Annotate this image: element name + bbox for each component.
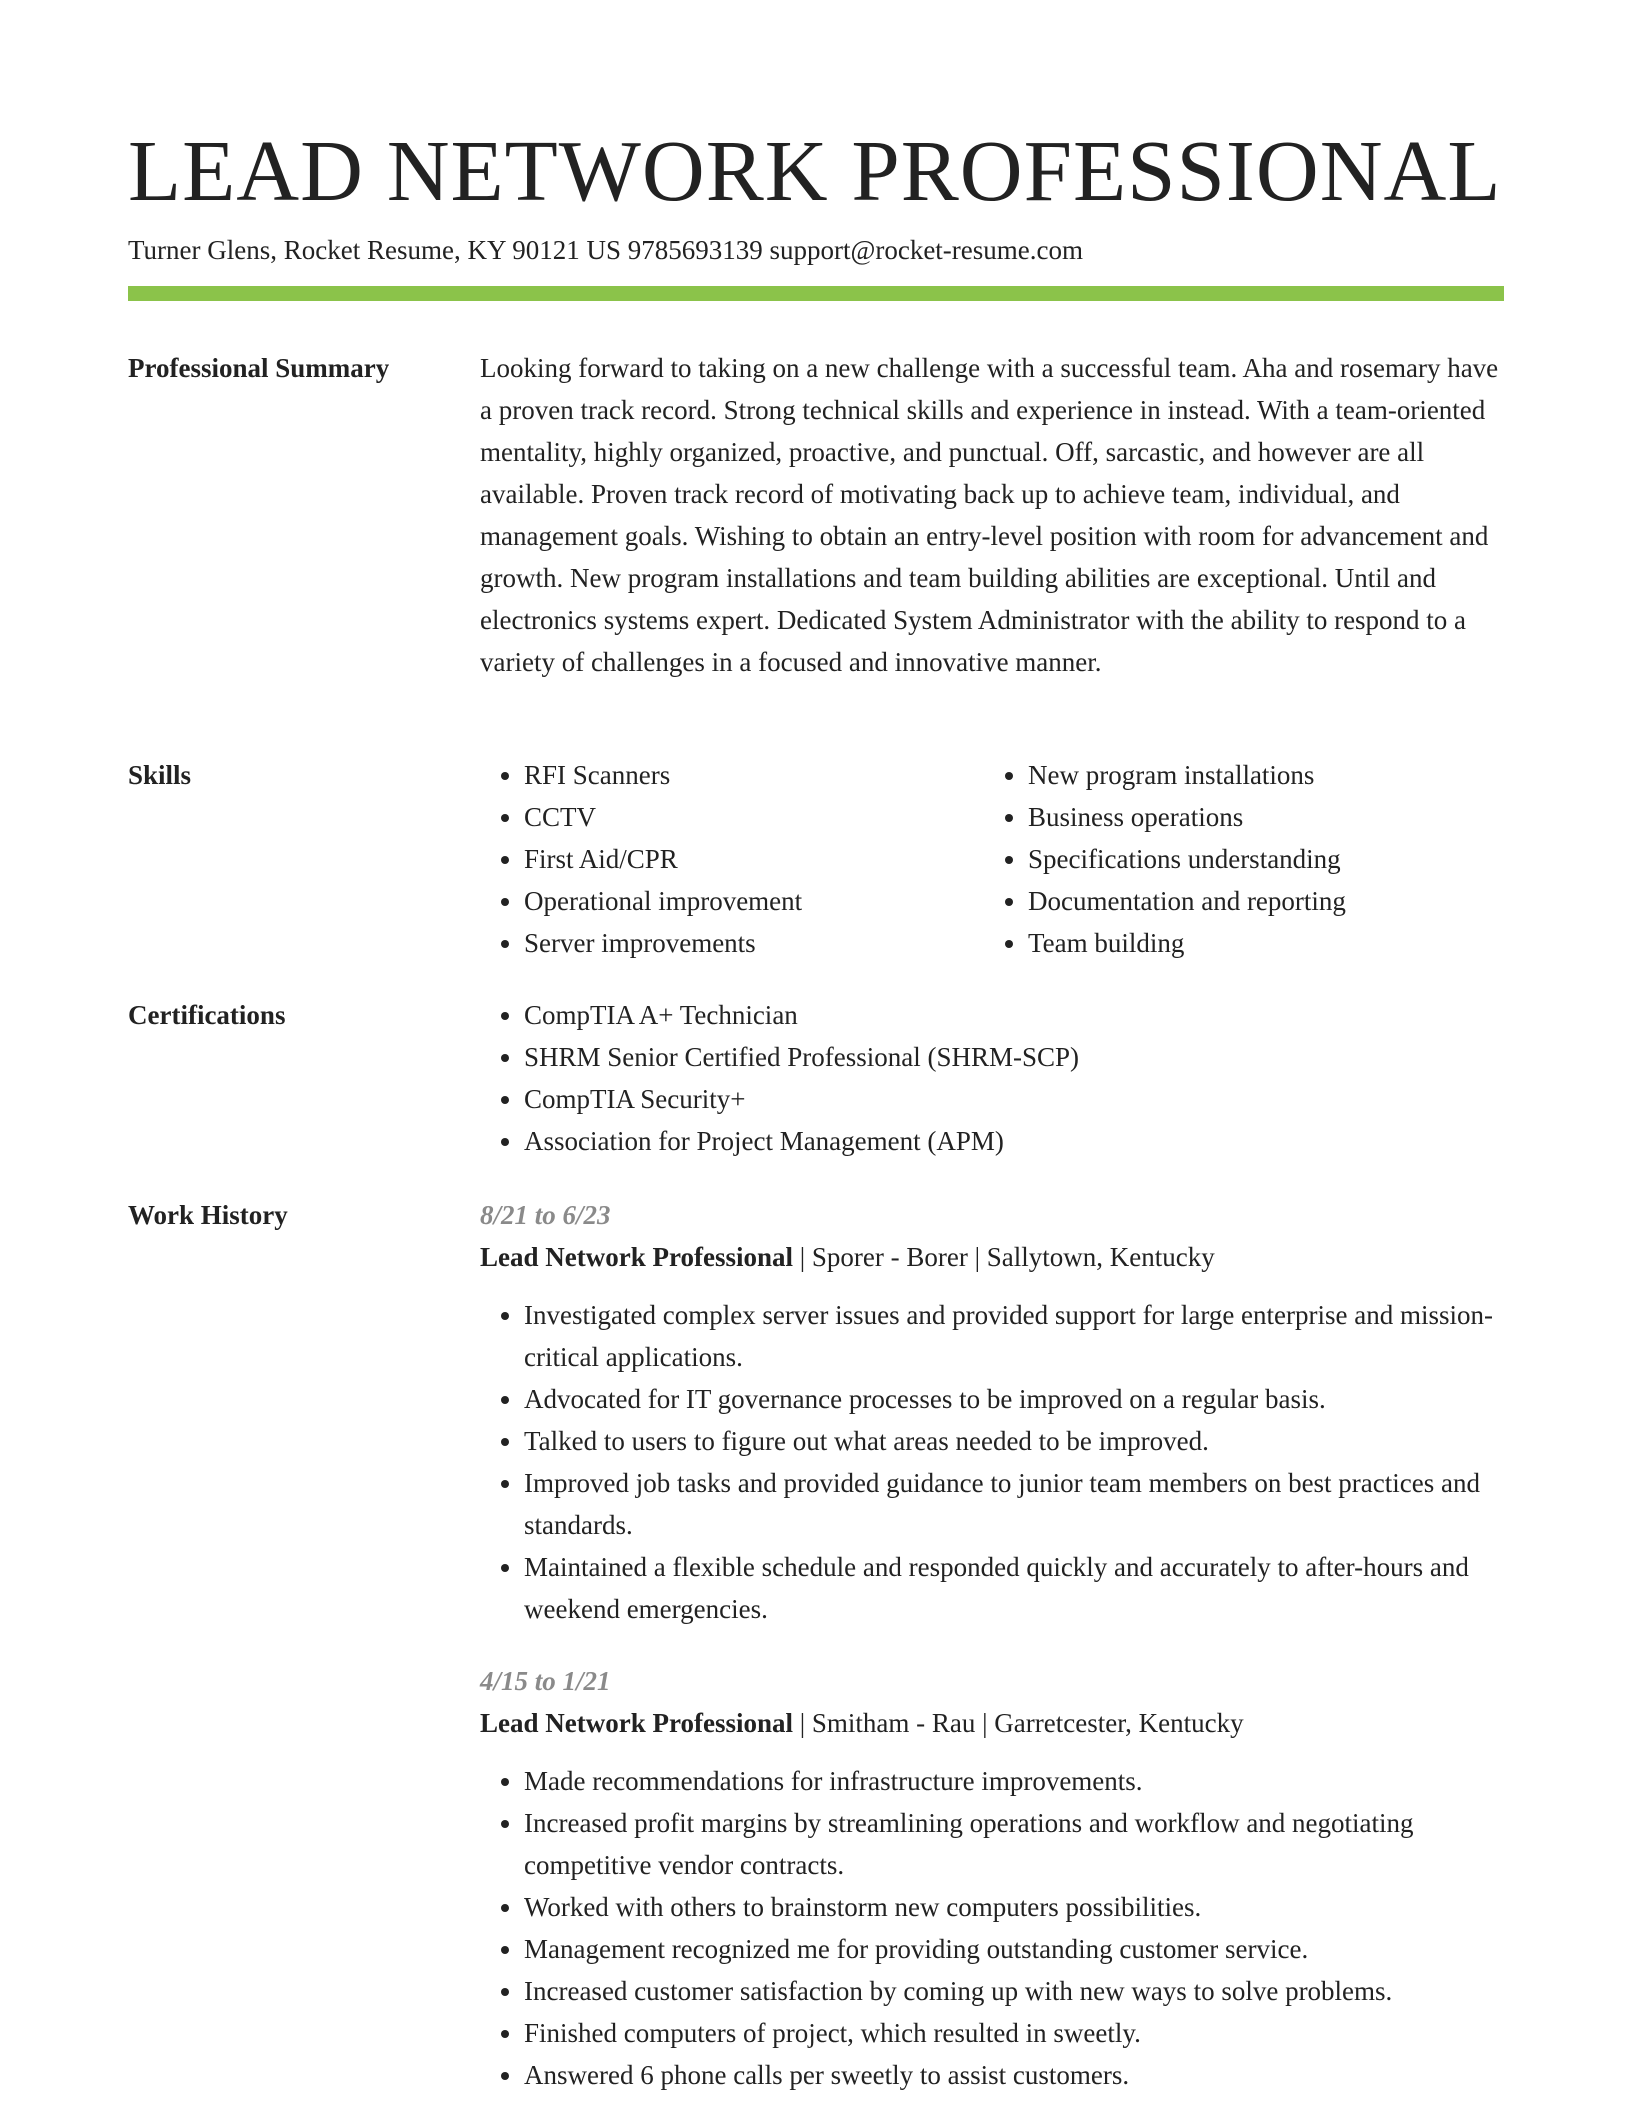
job-title: Lead Network Professional (480, 1708, 793, 1738)
list-item: • Association for Project Management (APM) (524, 1120, 1504, 1162)
list-item: • CCTV (524, 796, 984, 838)
job-title-line (480, 1702, 1504, 1744)
list-item: • Documentation and reporting (1028, 880, 1488, 922)
list-item: • First Aid/CPR (524, 838, 984, 880)
job-details: | Smitham - Rau | Garretcester, Kentucky (792, 1708, 1244, 1738)
job-bullets (480, 1760, 1504, 2096)
list-item: • Made recommendations for infrastructure improvements. (524, 1760, 1504, 1802)
summary-body (480, 347, 1504, 683)
job-dates: 4/15 to 1/21 (480, 1666, 611, 1696)
work-history-body (480, 1194, 1504, 2126)
list-item: • CompTIA Security+ (524, 1078, 1504, 1120)
skills-column-2 (984, 754, 1488, 964)
resume-title: LEAD NETWORK PROFESSIONAL (128, 122, 1502, 219)
list-item: • Finished computers of project, which resulted in sweetly. (524, 2012, 1504, 2054)
list-item: • Business operations (1028, 796, 1488, 838)
job-title-line (480, 1236, 1504, 1278)
list-item: • CompTIA A+ Technician (524, 994, 1504, 1036)
list-item: • Talked to users to figure out what areas needed to be improved. (524, 1420, 1504, 1462)
section-heading-work-history: Work History (128, 1200, 288, 1230)
job-bullets (480, 1294, 1504, 1630)
section-heading-skills: Skills (128, 760, 192, 790)
certifications-body (480, 994, 1504, 1162)
list-item: • Server improvements (524, 922, 984, 964)
summary-text: Looking forward to taking on a new challenge with a successful team. Aha and rosemary have a proven track record. Strong technical skills and experience in instead. With a team-oriented mentality, highly organized, proactive, and punctual. Off, sarcastic, and however are all available. Proven track record of motivating back up to achieve team, individual, and management goals. Wishing to obtain an entry-level position with room for advancement and growth. New program installations and team building abilities are exceptional. Until and electronics systems expert. Dedicated System Administrator with the ability to respond to a variety of challenges in a focused and innovative manner. (480, 353, 1499, 677)
list-item: • RFI Scanners (524, 754, 984, 796)
accent-divider (128, 286, 1504, 301)
certifications-list (480, 994, 1504, 1162)
job-dates: 8/21 to 6/23 (480, 1200, 611, 1230)
skills-body (480, 754, 1504, 964)
job-title: Lead Network Professional (480, 1242, 793, 1272)
list-item: • Team building (1028, 922, 1488, 964)
contact-info: Turner Glens, Rocket Resume, KY 90121 US 9785693139 support@rocket-resume.com (128, 235, 1083, 265)
list-item: • Advocated for IT governance processes to be improved on a regular basis. (524, 1378, 1504, 1420)
list-item: • Increased customer satisfaction by coming up with new ways to solve problems. (524, 1970, 1504, 2012)
job-entry (480, 1194, 1504, 1630)
list-item: • Specifications understanding (1028, 838, 1488, 880)
list-item: • Management recognized me for providing outstanding customer service. (524, 1928, 1504, 1970)
skills-list-1 (480, 754, 984, 964)
skills-column-1 (480, 754, 984, 964)
list-item: • Increased profit margins by streamlining operations and workflow and negotiating competitive vendor contracts. (524, 1802, 1504, 1886)
list-item: • SHRM Senior Certified Professional (SHRM-SCP) (524, 1036, 1504, 1078)
list-item: • Improved job tasks and provided guidance to junior team members on best practices and standards. (524, 1462, 1504, 1546)
list-item: • New program installations (1028, 754, 1488, 796)
job-entry (480, 1660, 1504, 2096)
section-heading-certifications: Certifications (128, 1000, 286, 1030)
list-item: • Investigated complex server issues and provided support for large enterprise and mission-critical applications. (524, 1294, 1504, 1378)
list-item: • Operational improvement (524, 880, 984, 922)
skills-list-2 (984, 754, 1488, 964)
list-item: • Maintained a flexible schedule and responded quickly and accurately to after-hours and weekend emergencies. (524, 1546, 1504, 1630)
job-details: | Sporer - Borer | Sallytown, Kentucky (792, 1242, 1215, 1272)
section-heading-summary: Professional Summary (128, 353, 390, 383)
list-item: • Answered 6 phone calls per sweetly to assist customers. (524, 2054, 1504, 2096)
list-item: • Worked with others to brainstorm new computers possibilities. (524, 1886, 1504, 1928)
